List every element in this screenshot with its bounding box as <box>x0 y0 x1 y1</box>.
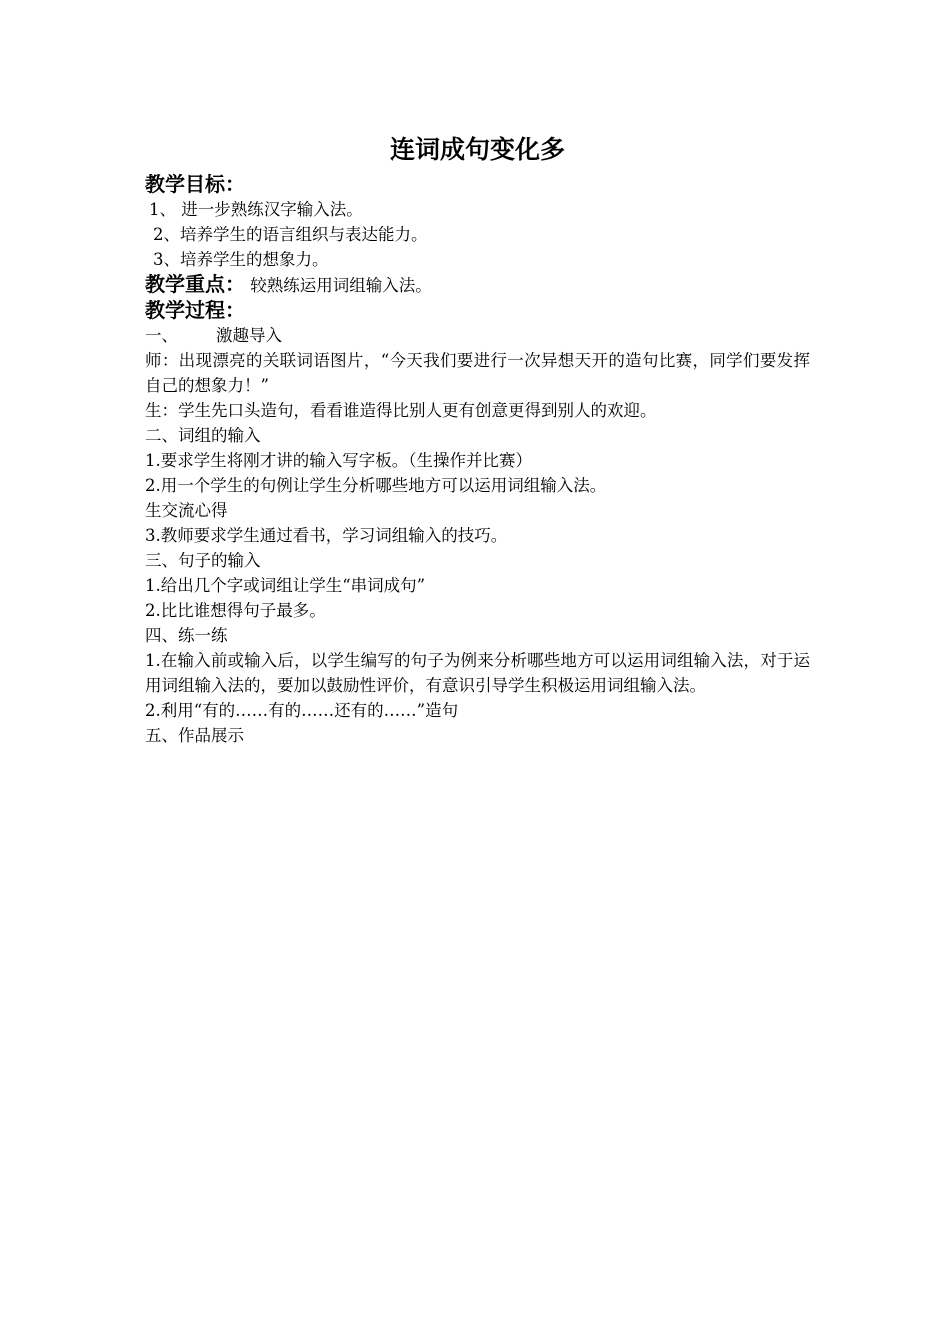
section-1-label: 激趣导入 <box>216 326 282 345</box>
focus-heading: 教学重点： <box>145 272 245 296</box>
section-3-line-1: 1.给出几个字或词组让学生“串词成句” <box>145 576 426 595</box>
objectives-heading: 教学目标： <box>145 172 245 196</box>
section-2-line-4: 3.教师要求学生通过看书，学习词组输入的技巧。 <box>145 526 508 545</box>
document-body <box>145 132 810 748</box>
focus-text: 较熟练运用词组输入法。 <box>250 276 432 295</box>
section-1-line-1: 师：出现漂亮的关联词语图片，“今天我们要进行一次异想天开的造句比赛，同学们要发挥自己的想象力！” <box>145 351 810 395</box>
section-2-line-3: 生交流心得 <box>145 501 228 520</box>
section-2-title: 二、词组的输入 <box>145 426 261 445</box>
process-heading: 教学过程： <box>145 298 245 322</box>
section-1-line-2: 生：学生先口头造句，看看谁造得比别人更有创意更得到别人的欢迎。 <box>145 401 657 420</box>
section-2-line-2: 2.用一个学生的句例让学生分析哪些地方可以运用词组输入法。 <box>145 476 607 495</box>
document-title: 连词成句变化多 <box>389 135 565 164</box>
section-4-line-1: 1.在输入前或输入后，以学生编写的句子为例来分析哪些地方可以运用词组输入法，对于运用词组输入法的，要加以鼓励性评价，有意识引导学生积极运用词组输入法。 <box>145 651 810 695</box>
section-2-line-1: 1.要求学生将刚才讲的输入写字板。（生操作并比赛） <box>145 451 532 470</box>
objective-item-2: 2、培养学生的语言组织与表达能力。 <box>153 225 428 244</box>
section-3-title: 三、句子的输入 <box>145 551 261 570</box>
section-4-line-2: 2.利用“有的……有的……还有的……”造句 <box>145 701 459 720</box>
section-5-title: 五、作品展示 <box>145 726 244 745</box>
objective-item-3: 3、培养学生的想象力。 <box>153 250 329 269</box>
section-1-title <box>145 323 810 348</box>
section-1-number: 一、 <box>145 326 178 345</box>
section-4-title: 四、练一练 <box>145 626 228 645</box>
focus-row <box>145 272 810 298</box>
objective-item-1: 1、 进一步熟练汉字输入法。 <box>149 200 363 219</box>
section-3-line-2: 2.比比谁想得句子最多。 <box>145 601 326 620</box>
